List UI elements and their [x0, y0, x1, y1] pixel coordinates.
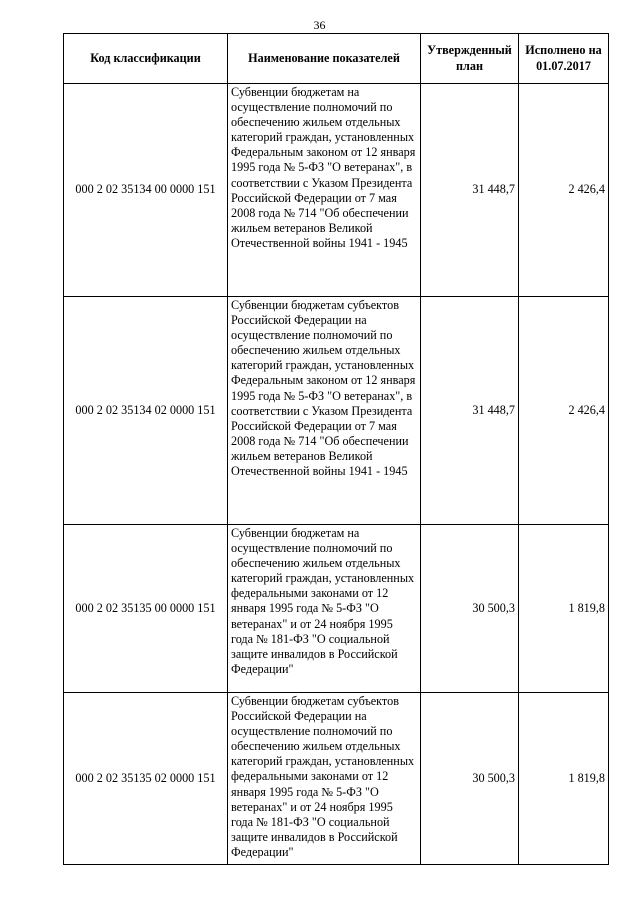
- row-executed: 2 426,4: [519, 84, 609, 297]
- row-code: 000 2 02 35135 02 0000 151: [64, 693, 228, 865]
- row-code: 000 2 02 35134 00 0000 151: [64, 84, 228, 297]
- row-name-text: Субвенции бюджетам на осуществление полномочий по обеспечению жильем отдельных категорий граждан, установленных федеральными законами от 12 января 1995 года № 5-ФЗ "О ветеранах" и от 24 ноября 1995 года № 181-ФЗ "О социальной защите инвалидов в Российской Федерации": [231, 526, 415, 676]
- row-name: [228, 84, 421, 297]
- row-name-text: Субвенции бюджетам субъектов Российской Федерации на осуществление полномочий по обеспечению жильем отдельных категорий граждан, установленных федеральными законами от 12 января 1995 года № 5-ФЗ "О ветеранах" и от 24 ноября 1995 года № 181-ФЗ "О социальной защите инвалидов в Российской Федерации": [231, 694, 415, 858]
- table-row: [64, 84, 609, 297]
- row-code: 000 2 02 35135 00 0000 151: [64, 525, 228, 693]
- page-number: 36: [313, 18, 326, 32]
- row-code: 000 2 02 35134 02 0000 151: [64, 297, 228, 525]
- table-row: [64, 297, 609, 525]
- budget-table: [63, 33, 609, 865]
- row-plan: 31 448,7: [421, 297, 519, 525]
- table-row: [64, 525, 609, 693]
- row-plan: 30 500,3: [421, 693, 519, 865]
- row-name-text: Субвенции бюджетам субъектов Российской Федерации на осуществление полномочий по обеспечению жильем отдельных категорий граждан, установленных Федеральным законом от 12 января 1995 года № 5-ФЗ "О ветеранах", в соответствии с Указом Президента Российской Федерации от 7 мая 2008 года № 714 "Об обеспечении жильем ветеранов Великой Отечественной войны 1941 - 1945: [231, 298, 416, 479]
- row-executed: 1 819,8: [519, 693, 609, 865]
- row-executed: 2 426,4: [519, 297, 609, 525]
- header-code: Код классификации: [64, 34, 228, 84]
- row-plan: 31 448,7: [421, 84, 519, 297]
- row-name-text: Субвенции бюджетам на осуществление полномочий по обеспечению жильем отдельных категорий граждан, установленных Федеральным законом от 12 января 1995 года № 5-ФЗ "О ветеранах", в соответствии с Указом Президента Российской Федерации от 7 мая 2008 года № 714 "Об обеспечении жильем ветеранов Великой Отечественной войны 1941 - 1945: [231, 85, 416, 250]
- header-executed: Исполнено на 01.07.2017: [519, 34, 609, 84]
- header-plan: Утвержденный план: [421, 34, 519, 84]
- row-name: [228, 525, 421, 693]
- header-name: Наименование показателей: [228, 34, 421, 84]
- row-name: [228, 693, 421, 865]
- row-executed: 1 819,8: [519, 525, 609, 693]
- table-row: [64, 693, 609, 865]
- table-header-row: [64, 34, 609, 84]
- row-name: [228, 297, 421, 525]
- row-plan: 30 500,3: [421, 525, 519, 693]
